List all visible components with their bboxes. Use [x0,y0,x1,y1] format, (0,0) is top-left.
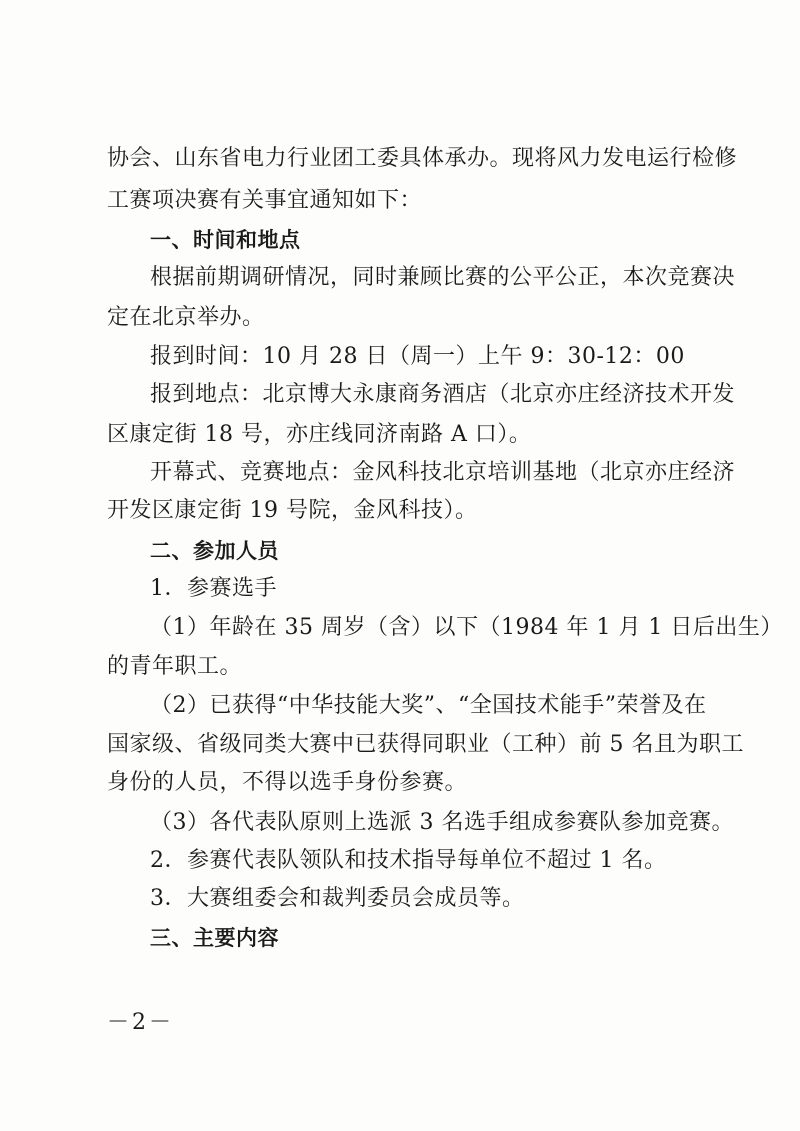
section-heading: 二、参加人员 [150,539,279,563]
body-text-line: 协会、山东省电力行业团工委具体承办。现将风力发电运行检修 [107,146,738,171]
body-text-line: （2）已获得“中华技能大奖”、“全国技术能手”荣誉及在 [150,693,707,718]
body-text-line: 报到时间：10 月 28 日（周一）上午 9：30-12：00 [150,344,685,369]
body-text-line: 根据前期调研情况，同时兼顾比赛的公平公正，本次竞赛决 [150,265,736,290]
body-text-line: 身份的人员，不得以选手身份参赛。 [107,770,468,795]
body-text-line: 报到地点：北京博大永康商务酒店（北京亦庄经济技术开发 [150,382,736,407]
body-text-line: 工赛项决赛有关事宜通知如下： [107,188,423,213]
body-text-line: 区康定街 18 号，亦庄线同济南路 A 口）。 [107,422,532,447]
body-text-line: （3）各代表队原则上选派 3 名选手组成参赛队参加竞赛。 [150,810,734,835]
body-text-line: 3．大赛组委会和裁判委员会成员等。 [150,886,525,911]
body-text-line: 国家级、省级同类大赛中已获得同职业（工种）前 5 名且为职工 [107,732,744,757]
body-text-line: 2．参赛代表队领队和技术指导每单位不超过 1 名。 [150,848,667,873]
body-text-line: 开幕式、竞赛地点：金风科技北京培训基地（北京亦庄经济 [150,460,736,485]
page-number: －2－ [107,1010,174,1035]
body-text-line: （1）年龄在 35 周岁（含）以下（1984 年 1 月 1 日后出生） [150,615,783,640]
body-text-line: 1．参赛选手 [150,576,277,601]
section-heading: 三、主要内容 [150,926,279,950]
body-text-line: 的青年职工。 [107,654,243,679]
body-text-line: 定在北京举办。 [107,305,265,330]
section-heading: 一、时间和地点 [150,228,301,252]
body-text-line: 开发区康定街 19 号院，金风科技）。 [107,498,478,523]
